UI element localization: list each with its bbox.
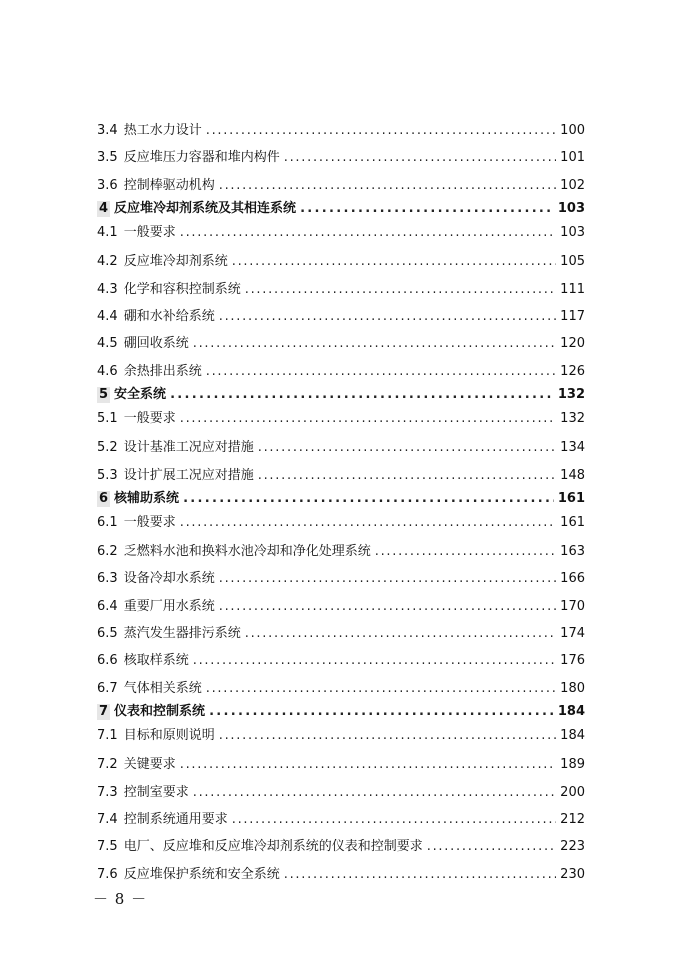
toc-section-entry[interactable] [97,594,585,621]
toc-entry-page: 223 [560,839,585,855]
toc-dot-leader [284,150,556,166]
toc-chapter-entry[interactable] [97,703,585,725]
toc-dot-leader [245,282,556,298]
toc-section-entry[interactable] [97,566,585,593]
toc-entry-page: 184 [557,704,585,720]
toc-entry-title: 设计基准工况应对措施 [123,440,254,456]
toc-entry-page: 132 [557,387,585,403]
toc-entry-page: 134 [560,440,585,456]
toc-entry-title: 反应堆保护系统和安全系统 [123,866,280,882]
toc-entry-title: 余热排出系统 [123,363,202,379]
toc-entry-page: 117 [560,308,585,324]
toc-entry-page: 161 [557,490,585,506]
toc-entry-title: 安全系统 [114,387,167,403]
toc-entry-title: 控制棒驱动机构 [123,177,215,193]
toc-chapter-entry[interactable] [97,386,585,408]
toc-entry-page: 163 [560,543,585,559]
toc-section-entry[interactable] [97,408,585,435]
toc-section-entry[interactable] [97,435,585,462]
toc-entry-page: 132 [560,411,585,427]
toc-entry-number: 5.1 [97,411,118,427]
toc-dot-leader [180,411,556,427]
toc-entry-number: 3.6 [97,177,118,193]
toc-entry-number: 4.5 [97,336,118,352]
toc-entry-page: 120 [560,336,585,352]
toc-entry-number: 4 [99,201,109,217]
toc-section-entry[interactable] [97,304,585,331]
toc-dot-leader [206,364,556,380]
toc-dot-leader [219,309,556,325]
toc-entry-number: 7.1 [97,728,118,744]
toc-entry-title: 设计扩展工况应对措施 [123,467,254,483]
toc-entry-title: 反应堆压力容器和堆内构件 [123,150,280,166]
toc-entry-number: 6 [99,490,109,506]
toc-entry-number: 6.7 [97,680,118,696]
toc-section-entry[interactable] [97,118,585,145]
toc-dot-leader [219,571,556,587]
toc-dot-leader [219,728,556,744]
toc-entry-page: 184 [560,728,585,744]
toc-dot-leader [258,440,556,456]
toc-entry-title: 硼和水补给系统 [123,308,215,324]
toc-dot-leader [219,599,556,615]
toc-entry-page: 180 [560,680,585,696]
toc-section-entry[interactable] [97,752,585,779]
toc-entry-number: 3.4 [97,123,118,138]
toc-dot-leader [232,812,556,828]
toc-entry-page: 230 [560,866,585,882]
toc-entry-number: 5.3 [97,467,118,483]
toc-entry-page: 105 [560,254,585,270]
toc-entry-number: 5 [99,387,109,403]
toc-entry-page: 100 [560,123,585,138]
toc-entry-number: 7.4 [97,812,118,828]
toc-entry-page: 166 [560,571,585,587]
toc-dot-leader [180,225,556,241]
toc-dot-leader [209,704,554,720]
toc-entry-page: 176 [560,653,585,669]
toc-entry-title: 目标和原则说明 [123,728,215,744]
toc-entry-page: 101 [560,150,585,166]
toc-entry-page: 103 [557,201,585,217]
toc-entry-title: 一般要求 [123,411,176,427]
toc-dot-leader [193,785,556,801]
toc-section-entry[interactable] [97,249,585,276]
toc-dot-leader [170,387,554,403]
toc-entry-page: 148 [560,467,585,483]
toc-section-entry[interactable] [97,648,585,675]
toc-entry-number: 6.3 [97,571,118,587]
toc-entry-title: 气体相关系统 [123,680,202,696]
toc-dot-leader [245,626,556,642]
toc-section-entry[interactable] [97,725,585,752]
toc-entry-page: 189 [560,757,585,773]
toc-dot-leader [193,653,556,669]
toc-section-entry[interactable] [97,145,585,172]
toc-section-entry[interactable] [97,539,585,566]
toc-entry-number: 4.1 [97,225,118,241]
toc-entry-page: 126 [560,363,585,379]
toc-entry-title: 热工水力设计 [123,123,202,138]
toc-entry-title: 电厂、反应堆和反应堆冷却剂系统的仪表和控制要求 [123,839,423,855]
toc-dot-leader [232,254,556,270]
toc-entry-page: 103 [560,225,585,241]
toc-section-entry[interactable] [97,676,585,703]
toc-entry-title: 一般要求 [123,225,176,241]
toc-dot-leader [375,544,556,560]
toc-entry-title: 重要厂用水系统 [123,598,215,614]
toc-entry-number: 7.2 [97,757,118,773]
toc-dot-leader [258,468,556,484]
toc-entry-page: 170 [560,598,585,614]
toc-entry-number: 7 [99,704,109,720]
toc-dot-leader [427,839,556,855]
toc-section-entry[interactable] [97,621,585,648]
toc-entry-title: 一般要求 [123,514,176,530]
toc-dot-leader [300,201,554,217]
toc-entry-number: 6.2 [97,543,118,559]
toc-dot-leader [193,336,556,352]
toc-section-entry[interactable] [97,173,585,200]
toc-entry-number: 7.3 [97,784,118,800]
toc-entry-title: 设备冷却水系统 [123,571,215,587]
toc-dot-leader [219,178,556,194]
toc-section-entry[interactable] [97,222,585,249]
toc-section-entry[interactable] [97,512,585,539]
toc-entry-number: 6.6 [97,653,118,669]
toc-entry-number: 5.2 [97,440,118,456]
toc-entry-number: 4.2 [97,254,118,270]
toc-entry-title: 核取样系统 [123,653,189,669]
toc-section-entry[interactable] [97,277,585,304]
toc-entry-title: 核辅助系统 [114,490,180,506]
toc-dot-leader [206,681,556,697]
toc-dot-leader [183,491,554,507]
toc-entry-title: 硼回收系统 [123,336,189,352]
toc-dot-leader [284,867,556,883]
toc-entry-page: 161 [560,514,585,530]
toc-entry-number: 7.6 [97,866,118,882]
toc-entry-title: 蒸汽发生器排污系统 [123,626,241,642]
toc-entry-title: 控制室要求 [123,784,189,800]
toc-entry-title: 反应堆冷却剂系统 [123,254,228,270]
toc-section-entry[interactable] [97,862,585,889]
toc-entry-page: 102 [560,177,585,193]
toc-entry-number: 7.5 [97,839,118,855]
toc-entry-page: 174 [560,626,585,642]
toc-entry-number: 4.6 [97,363,118,379]
toc-section-entry[interactable] [97,807,585,834]
toc-section-entry[interactable] [97,834,585,861]
toc-section-entry[interactable] [97,780,585,807]
toc-entry-number: 4.4 [97,308,118,324]
toc-section-entry[interactable] [97,359,585,386]
toc-entry-number: 6.5 [97,626,118,642]
toc-section-entry[interactable] [97,331,585,358]
toc-section-entry[interactable] [97,463,585,490]
toc-dot-leader [180,757,556,773]
toc-chapter-entry[interactable] [97,490,585,512]
toc-entry-title: 关键要求 [123,757,176,773]
toc-entry-title: 仪表和控制系统 [114,704,206,720]
toc-entry-title: 乏燃料水池和换料水池冷却和净化处理系统 [123,543,371,559]
toc-entry-page: 200 [560,784,585,800]
toc-entry-title: 控制系统通用要求 [123,812,228,828]
page-footer-number: － 8 － [93,890,148,908]
toc-entry-number: 6.4 [97,598,118,614]
toc-entry-page: 212 [560,812,585,828]
toc-dot-leader [180,515,556,531]
toc-chapter-entry[interactable] [97,200,585,222]
toc-entry-page: 111 [560,281,585,297]
toc-entry-number: 4.3 [97,281,118,297]
toc-dot-leader [206,123,556,139]
toc-entry-title: 反应堆冷却剂系统及其相连系统 [114,201,297,217]
toc-entry-title: 化学和容积控制系统 [123,281,241,297]
toc-entry-number: 6.1 [97,514,118,530]
toc-entry-number: 3.5 [97,150,118,166]
table-of-contents [97,118,585,889]
